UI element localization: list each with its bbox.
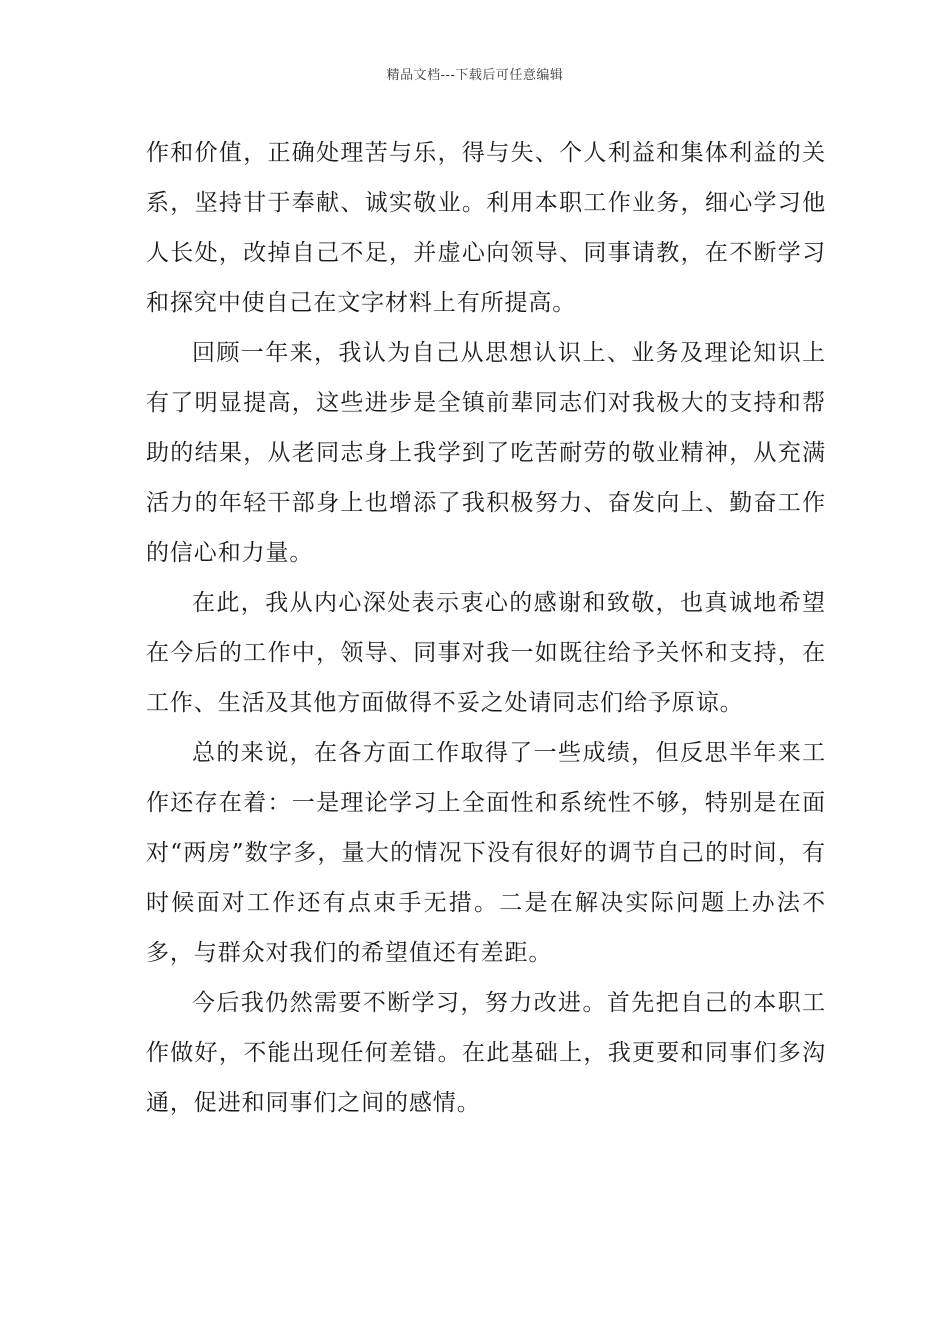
document-body [146,128,826,1128]
paragraph: 今后我仍然需要不断学习，努力改进。首先把自己的本职工作做好，不能出现任何差错。在此基础上，我更要和同事们多沟通，促进和同事们之间的感情。 [146,990,826,1116]
paragraph: 在此，我从内心深处表示衷心的感谢和致敬，也真诚地希望在今后的工作中，领导、同事对我一如既往给予关怀和支持，在工作、生活及其他方面做得不妥之处请同志们给予原谅。 [146,590,826,716]
page-header: 精品文档---下载后可任意编辑 [386,68,564,83]
paragraph: 回顾一年来，我认为自己从思想认识上、业务及理论知识上有了明显提高，这些进步是全镇前辈同志们对我极大的支持和帮助的结果，从老同志身上我学到了吃苦耐劳的敬业精神，从充满活力的年轻干部身上也增添了我积极努力、奋发向上、勤奋工作的信心和力量。 [146,340,826,566]
paragraph: 总的来说，在各方面工作取得了一些成绩，但反思半年来工作还存在着：一是理论学习上全面性和系统性不够，特别是在面对“两房”数字多，量大的情况下没有很好的调节自己的时间，有时候面对工作还有点束手无措。二是在解决实际问题上办法不多，与群众对我们的希望值还有差距。 [146,740,826,966]
paragraph-continued: 作和价值，正确处理苦与乐，得与失、个人利益和集体利益的关系，坚持甘于奉献、诚实敬业。利用本职工作业务，细心学习他人长处，改掉自己不足，并虚心向领导、同事请教，在不断学习和探究中使自己在文字材料上有所提高。 [146,140,826,316]
